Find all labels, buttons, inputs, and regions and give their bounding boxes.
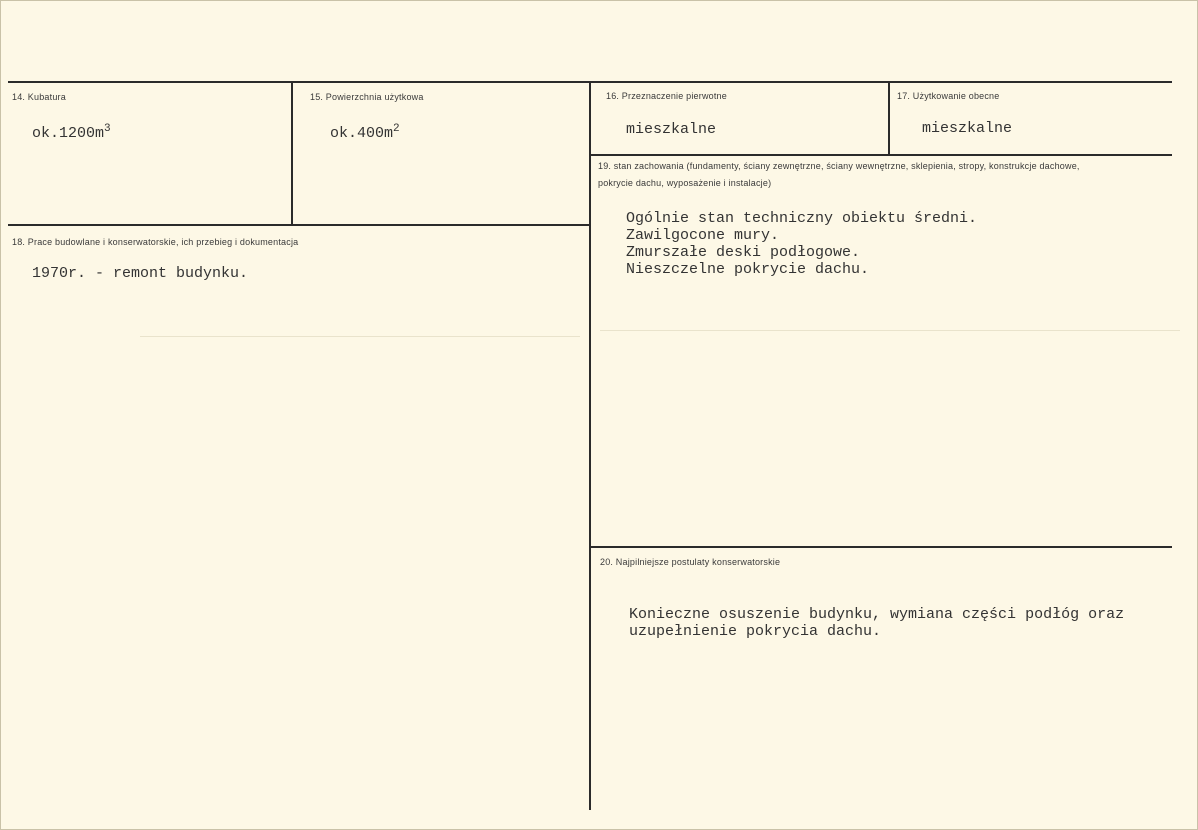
center-divider xyxy=(589,83,591,810)
field-20-label: 20. Najpilniejsze postulaty konserwatorskie xyxy=(600,557,781,567)
field-14-value: $ok.1200m^3$ xyxy=(32,123,111,142)
field-15-label: 15. Powierzchnia użytkowa xyxy=(310,92,424,102)
field-19-line: Nieszczelne pokrycie dachu. xyxy=(626,261,870,278)
field-18-label: 18. Prace budowlane i konserwatorskie, ich przebieg i dokumentacja xyxy=(12,237,299,247)
field-20-line: uzupełnienie pokrycia dachu. xyxy=(629,623,882,640)
field-19-label: 19. stan zachowania (fundamenty, ściany zewnętrzne, ściany wewnętrzne, sklepienia, stropy, konstrukcje dachowe, pokrycie dachu, wyposażenie i instalacje) xyxy=(598,161,1080,188)
field-17-label: 17. Użytkowanie obecne xyxy=(897,91,1000,101)
field-19-value xyxy=(626,210,977,278)
field-15-value: $ok.400m^2$ xyxy=(330,123,400,142)
field-16-label: 16. Przeznaczenie pierwotne xyxy=(606,91,727,101)
divider-14-15 xyxy=(291,83,293,226)
field-19-line: Zmurszałe deski podłogowe. xyxy=(626,244,861,261)
field-18-value: 1970r. - remont budynku. xyxy=(32,265,249,282)
field-17-value: mieszkalne xyxy=(922,120,1013,137)
field-16-value: mieszkalne xyxy=(626,121,717,138)
field-20-line: Konieczne osuszenie budynku, wymiana części podłóg oraz xyxy=(629,606,1125,623)
faint-trace xyxy=(600,330,1180,331)
faint-trace xyxy=(140,336,580,337)
field-19-line: Ogólnie stan techniczny obiektu średni. xyxy=(626,210,978,227)
field-19-line: Zawilgocone mury. xyxy=(626,227,780,244)
rule-below-16-17 xyxy=(590,154,1172,156)
divider-16-17 xyxy=(888,83,890,155)
rule-above-20 xyxy=(590,546,1172,548)
field-14-label: 14. Kubatura xyxy=(12,92,66,102)
field-20-value xyxy=(629,606,1124,640)
rule-below-14-15 xyxy=(8,224,591,226)
